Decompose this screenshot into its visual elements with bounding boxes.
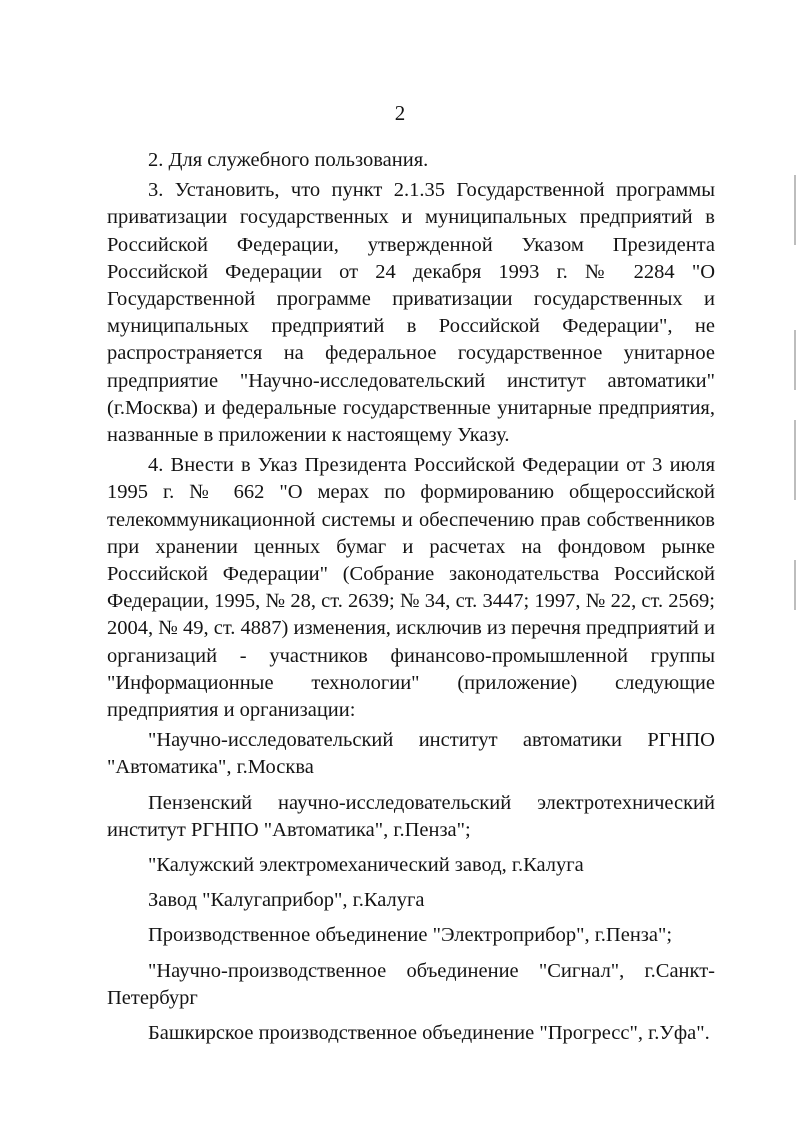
list-item: Производственное объединение "Электроприбор", г.Пенза";: [148, 924, 673, 947]
list-item: Башкирское производственное объединение "Прогресс", г.Уфа".: [148, 1022, 710, 1045]
list-item: "Калужский электромеханический завод, г.Калуга: [148, 854, 584, 877]
document-body: [107, 147, 715, 1055]
list-item: Завод "Калугаприбор", г.Калуга: [148, 889, 425, 912]
paragraph-3: 3. Установить, что пункт 2.1.35 Государственной программы приватизации государственных и муниципальных предприятий в Российской Федерации, утвержденной Указом Президента Российской Федерации от 24 декабря 1993 г. № 2284 "О Государственной программе приватизации государственных и муниципальных предприятий в Российской Федерации", не распространяется на федеральное государственное унитарное предприятие "Научно-исследовательский институт автоматики" (г.Москва) и федеральные государственные унитарные предприятия, названные в приложении к настоящему Указу.: [107, 179, 715, 447]
paragraph-4: 4. Внести в Указ Президента Российской Федерации от 3 июля 1995 г. № 662 "О мерах по формированию общероссийской телекоммуникационной системы и обеспечению прав собственников при хранении ценных бумаг и расчетах на фондовом рынке Российской Федерации" (Собрание законодательства Российской Федерации, 1995, № 28, ст. 2639; № 34, ст. 3447; 1997, № 22, ст. 2569; 2004, № 49, ст. 4887) изменения, исключив из перечня предприятий и организаций - участников финансово-промышленной группы "Информационные технологии" (приложение) следующие предприятия и организации:: [107, 454, 715, 722]
scan-edge-mark: [794, 175, 796, 245]
list-item: Пензенский научно-исследовательский электротехнический институт РГНПО "Автоматика", г.Пенза";: [107, 791, 715, 841]
page-number: 2: [394, 101, 406, 125]
list-item: "Научно-производственное объединение "Сигнал", г.Санкт-Петербург: [107, 959, 715, 1009]
list-item: "Научно-исследовательский институт автоматики РГНПО "Автоматика", г.Москва: [107, 729, 715, 779]
scan-edge-mark: [794, 560, 796, 610]
scan-edge-mark: [794, 330, 796, 390]
paragraph-2: 2. Для служебного пользования.: [148, 149, 429, 171]
scan-edge-mark: [794, 420, 796, 500]
